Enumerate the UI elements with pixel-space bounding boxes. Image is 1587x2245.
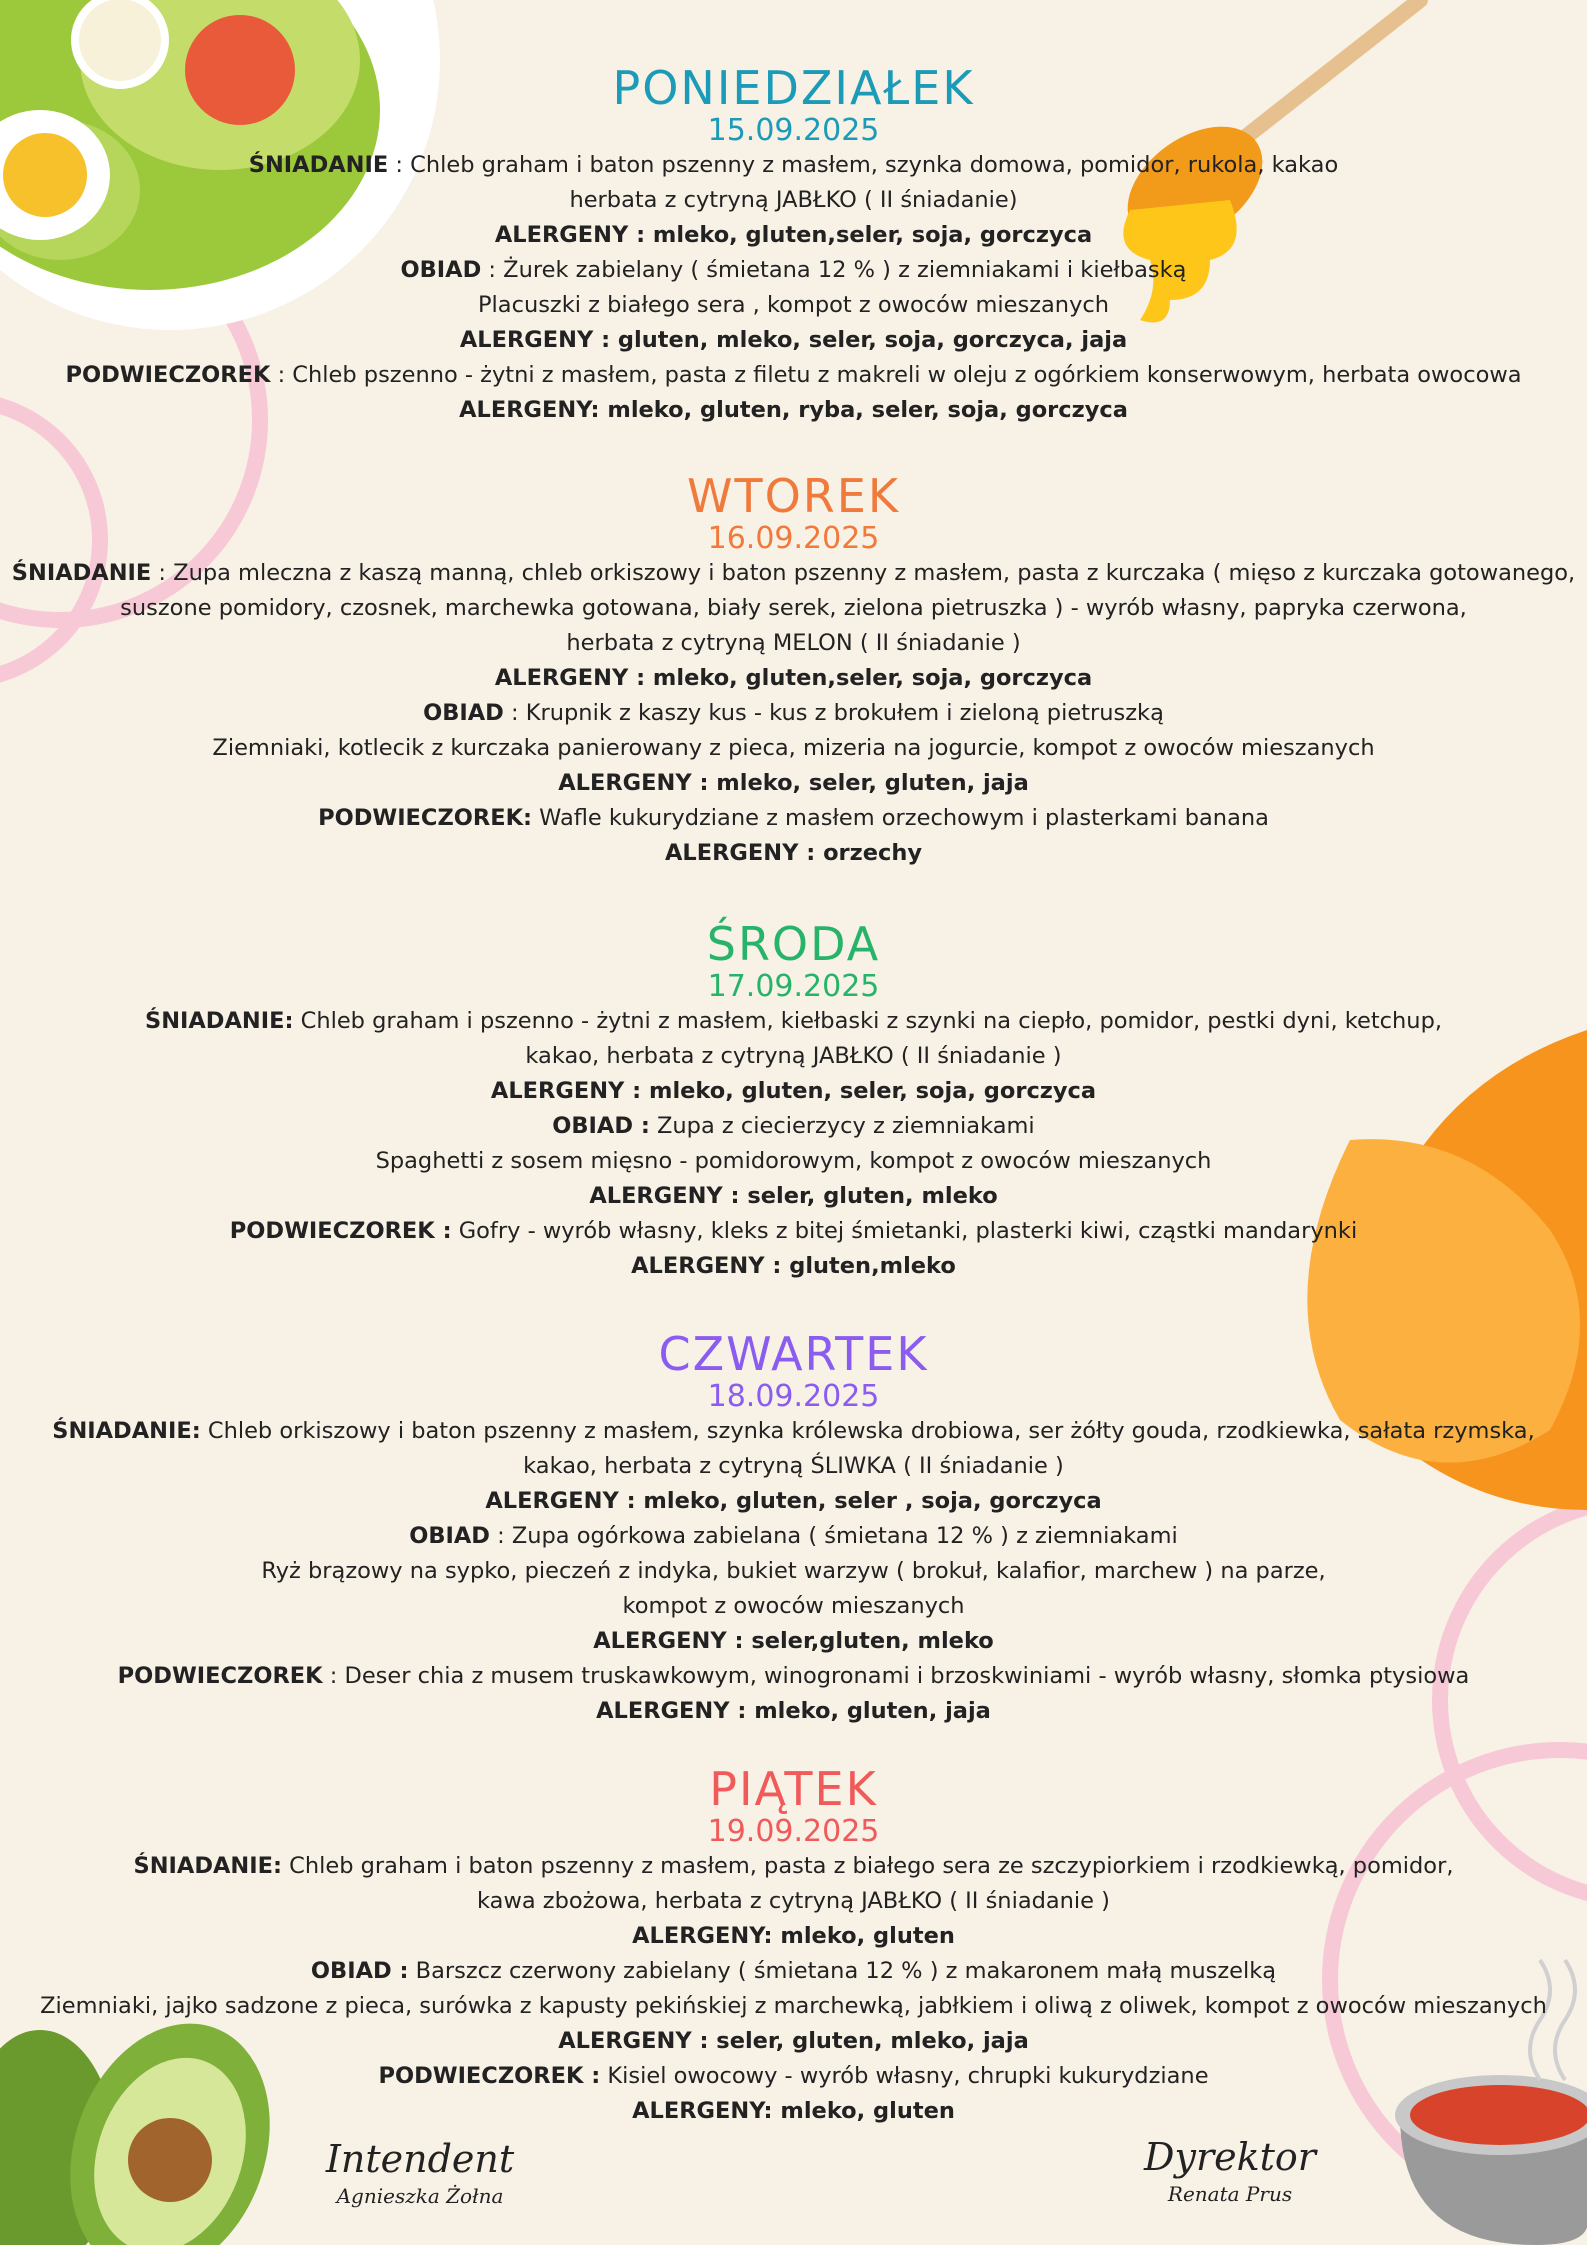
meal-label: OBIAD : — [310, 1958, 409, 1984]
meal-text: gluten, mleko, seler, soja, gorczyca, jaja — [610, 327, 1128, 353]
menu-line — [0, 2059, 1587, 2094]
menu-line — [0, 183, 1587, 218]
menu-line — [0, 1039, 1587, 1074]
menu-line — [0, 1414, 1587, 1449]
meal-text: : Krupnik z kaszy kus - kus z brokułem i zieloną pietruszką — [503, 700, 1164, 726]
meal-label: ALERGENY : — [558, 770, 709, 796]
menu-line — [0, 696, 1587, 731]
signature-right — [1110, 2135, 1350, 2209]
meal-text: Ziemniaki, jajko sadzone z pieca, surówka z kapusty pekińskiej z marchewką, jabłkiem i oliwą z oliwek, kompot z owoców mieszanych — [40, 1993, 1547, 2019]
day-title: PONIEDZIAŁEK — [612, 61, 975, 115]
day-section — [0, 1763, 1587, 2129]
signature-right-name: Renata Prus — [1167, 2182, 1293, 2206]
meal-label: PODWIECZOREK : — [378, 2063, 601, 2089]
meal-text: orzechy — [815, 840, 922, 866]
allergen-line — [0, 661, 1587, 696]
meal-label: OBIAD : — [552, 1113, 650, 1139]
meal-label: ALERGENY: — [632, 1923, 773, 1949]
allergen-line — [0, 1694, 1587, 1729]
menu-line — [0, 1144, 1587, 1179]
meal-text: Barszcz czerwony zabielany ( śmietana 12 % ) z makaronem małą muszelką — [408, 1958, 1277, 1984]
day-date: 17.09.2025 — [707, 969, 880, 1004]
signature-left-name: Agnieszka Żołna — [336, 2184, 504, 2208]
meal-text: suszone pomidory, czosnek, marchewka gotowana, biały serek, zielona pietruszka ) - wyrób własny, papryka czerwona, — [120, 595, 1467, 621]
day-date: 15.09.2025 — [707, 113, 880, 148]
allergen-line — [0, 1179, 1587, 1214]
meal-text: mleko, gluten,seler, soja, gorczyca — [645, 665, 1093, 691]
meal-text: : Chleb pszenno - żytni z masłem, pasta z filetu z makreli w oleju z ogórkiem konserwowym, herbata owocowa — [270, 362, 1522, 388]
meal-text: mleko, gluten — [772, 1923, 955, 1949]
meal-label: ALERGENY : — [589, 1183, 740, 1209]
allergen-line — [0, 393, 1587, 428]
meal-text: Ryż brązowy na sypko, pieczeń z indyka, bukiet warzyw ( brokuł, kalafior, marchew ) na parze, — [261, 1558, 1326, 1584]
meal-text: Chleb graham i pszenno - żytni z masłem, kiełbaski z szynki na ciepło, pomidor, pestki dyni, ketchup, — [293, 1008, 1443, 1034]
allergen-line — [0, 1249, 1587, 1284]
allergen-line — [0, 836, 1587, 871]
meal-label: ALERGENY: — [459, 397, 600, 423]
menu-line — [0, 731, 1587, 766]
meal-label: ALERGENY : — [459, 327, 611, 353]
meal-label: PODWIECZOREK — [117, 1663, 323, 1689]
day-title: PIĄTEK — [709, 1762, 878, 1816]
meal-label: ALERGENY : — [485, 1488, 636, 1514]
meal-text: seler, gluten, mleko, jaja — [708, 2028, 1029, 2054]
menu-line — [0, 148, 1587, 183]
meal-label: PODWIECZOREK : — [229, 1218, 452, 1244]
meal-text: seler,gluten, mleko — [743, 1628, 994, 1654]
day-title: ŚRODA — [706, 917, 881, 971]
meal-text: : Chleb graham i baton pszenny z masłem, szynka domowa, pomidor, rukola, kakao — [388, 152, 1339, 178]
meal-text: mleko, gluten, seler , soja, gorczyca — [635, 1488, 1102, 1514]
menu-line — [0, 1989, 1587, 2024]
meal-text: Chleb graham i baton pszenny z masłem, pasta z białego sera ze szczypiorkiem i rzodkiewką, pomidor, — [281, 1853, 1454, 1879]
meal-text: : Zupa ogórkowa zabielana ( śmietana 12 % ) z ziemniakami — [489, 1523, 1178, 1549]
meal-label: ŚNIADANIE: — [52, 1418, 201, 1444]
allergen-line — [0, 323, 1587, 358]
allergen-line — [0, 218, 1587, 253]
meal-label: ŚNIADANIE — [248, 152, 389, 178]
meal-text: mleko, gluten,seler, soja, gorczyca — [645, 222, 1093, 248]
meal-text: Gofry - wyrób własny, kleks z bitej śmietanki, plasterki kiwi, cząstki mandarynki — [451, 1218, 1358, 1244]
day-date: 18.09.2025 — [707, 1379, 880, 1414]
allergen-line — [0, 2024, 1587, 2059]
menu-line — [0, 1659, 1587, 1694]
meal-text: herbata z cytryną JABŁKO ( II śniadanie) — [569, 187, 1018, 213]
menu-line — [0, 556, 1587, 591]
meal-label: OBIAD — [400, 257, 482, 283]
day-section — [0, 62, 1587, 428]
meal-label: ALERGENY : — [596, 1698, 747, 1724]
day-date: 16.09.2025 — [707, 521, 880, 556]
meal-label: ŚNIADANIE: — [144, 1008, 294, 1034]
meal-label: ALERGENY : — [664, 840, 816, 866]
meal-text: gluten,mleko — [781, 1253, 956, 1279]
meal-text: Ziemniaki, kotlecik z kurczaka panierowany z pieca, mizeria na jogurcie, kompot z owoców mieszanych — [212, 735, 1375, 761]
allergen-line — [0, 766, 1587, 801]
meal-text: kawa zbożowa, herbata z cytryną JABŁKO ( II śniadanie ) — [477, 1888, 1110, 1914]
menu-line — [0, 358, 1587, 393]
meal-text: Spaghetti z sosem mięsno - pomidorowym, kompot z owoców mieszanych — [375, 1148, 1212, 1174]
meal-text: kakao, herbata z cytryną JABŁKO ( II śniadanie ) — [525, 1043, 1062, 1069]
menu-line — [0, 1554, 1587, 1589]
menu-line — [0, 591, 1587, 626]
menu-line — [0, 1589, 1587, 1624]
meal-text: mleko, gluten, ryba, seler, soja, gorczyca — [599, 397, 1128, 423]
meal-label: ALERGENY : — [494, 665, 646, 691]
menu-line — [0, 1954, 1587, 1989]
signature-right-title: Dyrektor — [1144, 2135, 1316, 2179]
meal-text: kompot z owoców mieszanych — [622, 1593, 965, 1619]
meal-text: Zupa z ciecierzycy z ziemniakami — [649, 1113, 1035, 1139]
meal-text: : Deser chia z musem truskawkowym, winogronami i brzoskwiniami - wyrób własny, słomka ptysiowa — [322, 1663, 1470, 1689]
day-date: 19.09.2025 — [707, 1814, 880, 1849]
menu-line — [0, 1109, 1587, 1144]
menu-line — [0, 288, 1587, 323]
day-section — [0, 918, 1587, 1284]
meal-label: ALERGENY: — [632, 2098, 773, 2124]
meal-label: ŚNIADANIE — [11, 560, 152, 586]
menu-line — [0, 253, 1587, 288]
meal-text: seler, gluten, mleko — [739, 1183, 998, 1209]
meal-text: kakao, herbata z cytryną ŚLIWKA ( II śniadanie ) — [523, 1453, 1064, 1479]
day-section — [0, 1328, 1587, 1729]
meal-label: OBIAD — [409, 1523, 490, 1549]
menu-line — [0, 1849, 1587, 1884]
menu-line — [0, 801, 1587, 836]
meal-text: mleko, seler, gluten, jaja — [708, 770, 1029, 796]
meal-text: herbata z cytryną MELON ( II śniadanie ) — [566, 630, 1021, 656]
meal-text: Placuszki z białego sera , kompot z owoców mieszanych — [477, 292, 1110, 318]
menu-line — [0, 1519, 1587, 1554]
meal-label: ŚNIADANIE: — [133, 1853, 282, 1879]
meal-label: ALERGENY : — [593, 1628, 744, 1654]
meal-text: : Żurek zabielany ( śmietana 12 % ) z ziemniakami i kiełbaską — [481, 257, 1187, 283]
allergen-line — [0, 1919, 1587, 1954]
allergen-line — [0, 1624, 1587, 1659]
signature-left — [300, 2137, 540, 2211]
day-title: CZWARTEK — [658, 1327, 929, 1381]
menu-line — [0, 1004, 1587, 1039]
meal-text: : Zupa mleczna z kaszą manną, chleb orkiszowy i baton pszenny z masłem, pasta z kurczaka ( mięso z kurczaka gotowanego, — [151, 560, 1576, 586]
meal-text: mleko, gluten, jaja — [746, 1698, 991, 1724]
meal-label: ALERGENY : — [494, 222, 646, 248]
day-section — [0, 470, 1587, 871]
meal-text: mleko, gluten, seler, soja, gorczyca — [641, 1078, 1097, 1104]
allergen-line — [0, 1484, 1587, 1519]
meal-label: ALERGENY : — [490, 1078, 642, 1104]
menu-line — [0, 1449, 1587, 1484]
menu-line — [0, 626, 1587, 661]
menu-line — [0, 1884, 1587, 1919]
day-title: WTOREK — [687, 469, 900, 523]
signature-left-title: Intendent — [325, 2137, 515, 2181]
allergen-line — [0, 1074, 1587, 1109]
meal-label: PODWIECZOREK — [65, 362, 271, 388]
meal-label: ALERGENY : — [631, 1253, 782, 1279]
meal-text: mleko, gluten — [772, 2098, 955, 2124]
meal-label: OBIAD — [423, 700, 504, 726]
meal-label: ALERGENY : — [558, 2028, 709, 2054]
meal-text: Chleb orkiszowy i baton pszenny z masłem, szynka królewska drobiowa, ser żółty gouda, rzodkiewka, sałata rzymska, — [200, 1418, 1535, 1444]
meal-label: PODWIECZOREK: — [318, 805, 533, 831]
meal-text: Kisiel owocowy - wyrób własny, chrupki kukurydziane — [600, 2063, 1209, 2089]
allergen-line — [0, 2094, 1587, 2129]
meal-text: Wafle kukurydziane z masłem orzechowym i plasterkami banana — [532, 805, 1269, 831]
menu-line — [0, 1214, 1587, 1249]
